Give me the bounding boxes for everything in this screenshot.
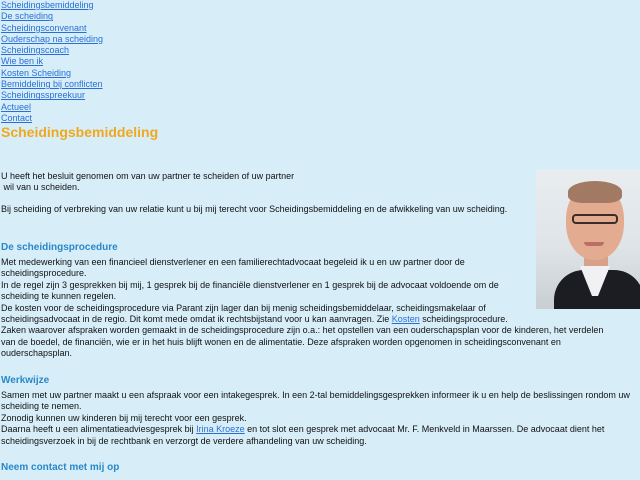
page-title: Scheidingsbemiddeling — [1, 124, 159, 140]
procedure-paragraph-4: Zaken waarover afspraken worden gemaakt in de scheidingsprocedure zijn o.a.: het opstellen van een ouderschapsplan voor de kinderen, het verdelen van de boedel, de financiën, wie er in het huis blijft wonen en de alimentatie. Deze afspraken worden opgenomen in scheidingsconvenant en ouderschapsplan. — [1, 325, 604, 359]
nav-link-kosten[interactable]: Kosten Scheiding — [1, 67, 72, 78]
intro-paragraph-2: Bij scheiding of verbreking van uw relatie kunt u bij mij terecht voor Scheidingsbemiddeling en de afwikkeling van uw scheiding. — [1, 204, 508, 214]
procedure-paragraph-3 — [1, 303, 531, 326]
irina-kroeze-link[interactable]: Irina Kroeze — [196, 424, 245, 435]
nav-link-ouderschap[interactable]: Ouderschap na scheiding — [1, 33, 104, 44]
nav-link-spreekuur[interactable]: Scheidingsspreekuur — [1, 90, 86, 101]
werkwijze-paragraph-1: Samen met uw partner maakt u een afspraak voor een intakegesprek. In een 2-tal bemiddelingsgesprekken informeer ik u en help de beslissingen rondom uw scheiding te nemen. — [1, 390, 630, 412]
nav-link-scheidingscoach[interactable]: Scheidingscoach — [1, 45, 70, 56]
procedure-p3-text: De kosten voor de scheidingsprocedure via Parant zijn lager dan bij menig scheidingsbemiddelaar, scheidingsmakelaar of scheidingsadvocaat in de regio. Dit komt mede omdat ik rechtsbijstand voor u kan aanvragen. Zie — [1, 302, 486, 325]
nav-link-wie-ben-ik[interactable]: Wie ben ik — [1, 56, 44, 67]
werkwijze-heading: Werkwijze — [1, 375, 50, 386]
intro-line-2: wil van u scheiden. — [1, 182, 80, 192]
werkwijze-paragraph-3 — [1, 424, 640, 447]
contact-heading: Neem contact met mij op — [1, 462, 120, 473]
werkwijze-p3-text: Daarna heeft u een alimentatieadviesgesprek bij — [1, 424, 197, 435]
kosten-link[interactable]: Kosten — [391, 314, 420, 325]
nav-link-scheidingsbemiddeling[interactable]: Scheidingsbemiddeling — [1, 0, 94, 10]
procedure-heading: De scheidingsprocedure — [1, 242, 118, 253]
procedure-paragraph-2: In de regel zijn 3 gesprekken bij mij, 1 gesprek bij de financiële dienstverlener en 1 gesprek bij de advocaat voldoende om de scheiding te kunnen regelen. — [1, 279, 499, 302]
werkwijze-p3-text-end: en tot slot een gesprek met advocaat Mr. F. Menkveld in Maarssen. De advocaat dient het scheidingsverzoek in bij de rechtbank en verzorgt de verdere afhandeling van uw scheiding. — [1, 424, 605, 446]
intro-line-1: U heeft het besluit genomen om van uw partner te scheiden of uw partner — [1, 171, 295, 181]
procedure-section — [1, 242, 604, 360]
werkwijze-paragraph-2: Zonodig kunnen uw kinderen bij mij terecht voor een gesprek. — [1, 412, 247, 423]
procedure-paragraph-1: Met medewerking van een financieel dienstverlener en een familierechtadvocaat begeleid ik u en uw partner door de scheidingsprocedure. — [1, 257, 465, 279]
nav-link-contact[interactable]: Contact — [1, 112, 33, 123]
nav-link-bemiddeling-conflicten[interactable]: Bemiddeling bij conflicten — [1, 79, 103, 90]
procedure-p3-text-end: scheidingsprocedure. — [419, 314, 508, 325]
nav-link-scheidingsconvenant[interactable]: Scheidingsconvenant — [1, 22, 87, 33]
profile-photo — [536, 170, 640, 309]
contact-section — [1, 462, 119, 474]
intro-text — [1, 171, 294, 193]
werkwijze-section — [1, 375, 640, 447]
nav-link-de-scheiding[interactable]: De scheiding — [1, 11, 54, 22]
nav-link-actueel[interactable]: Actueel — [1, 101, 32, 112]
main-nav — [1, 0, 103, 124]
